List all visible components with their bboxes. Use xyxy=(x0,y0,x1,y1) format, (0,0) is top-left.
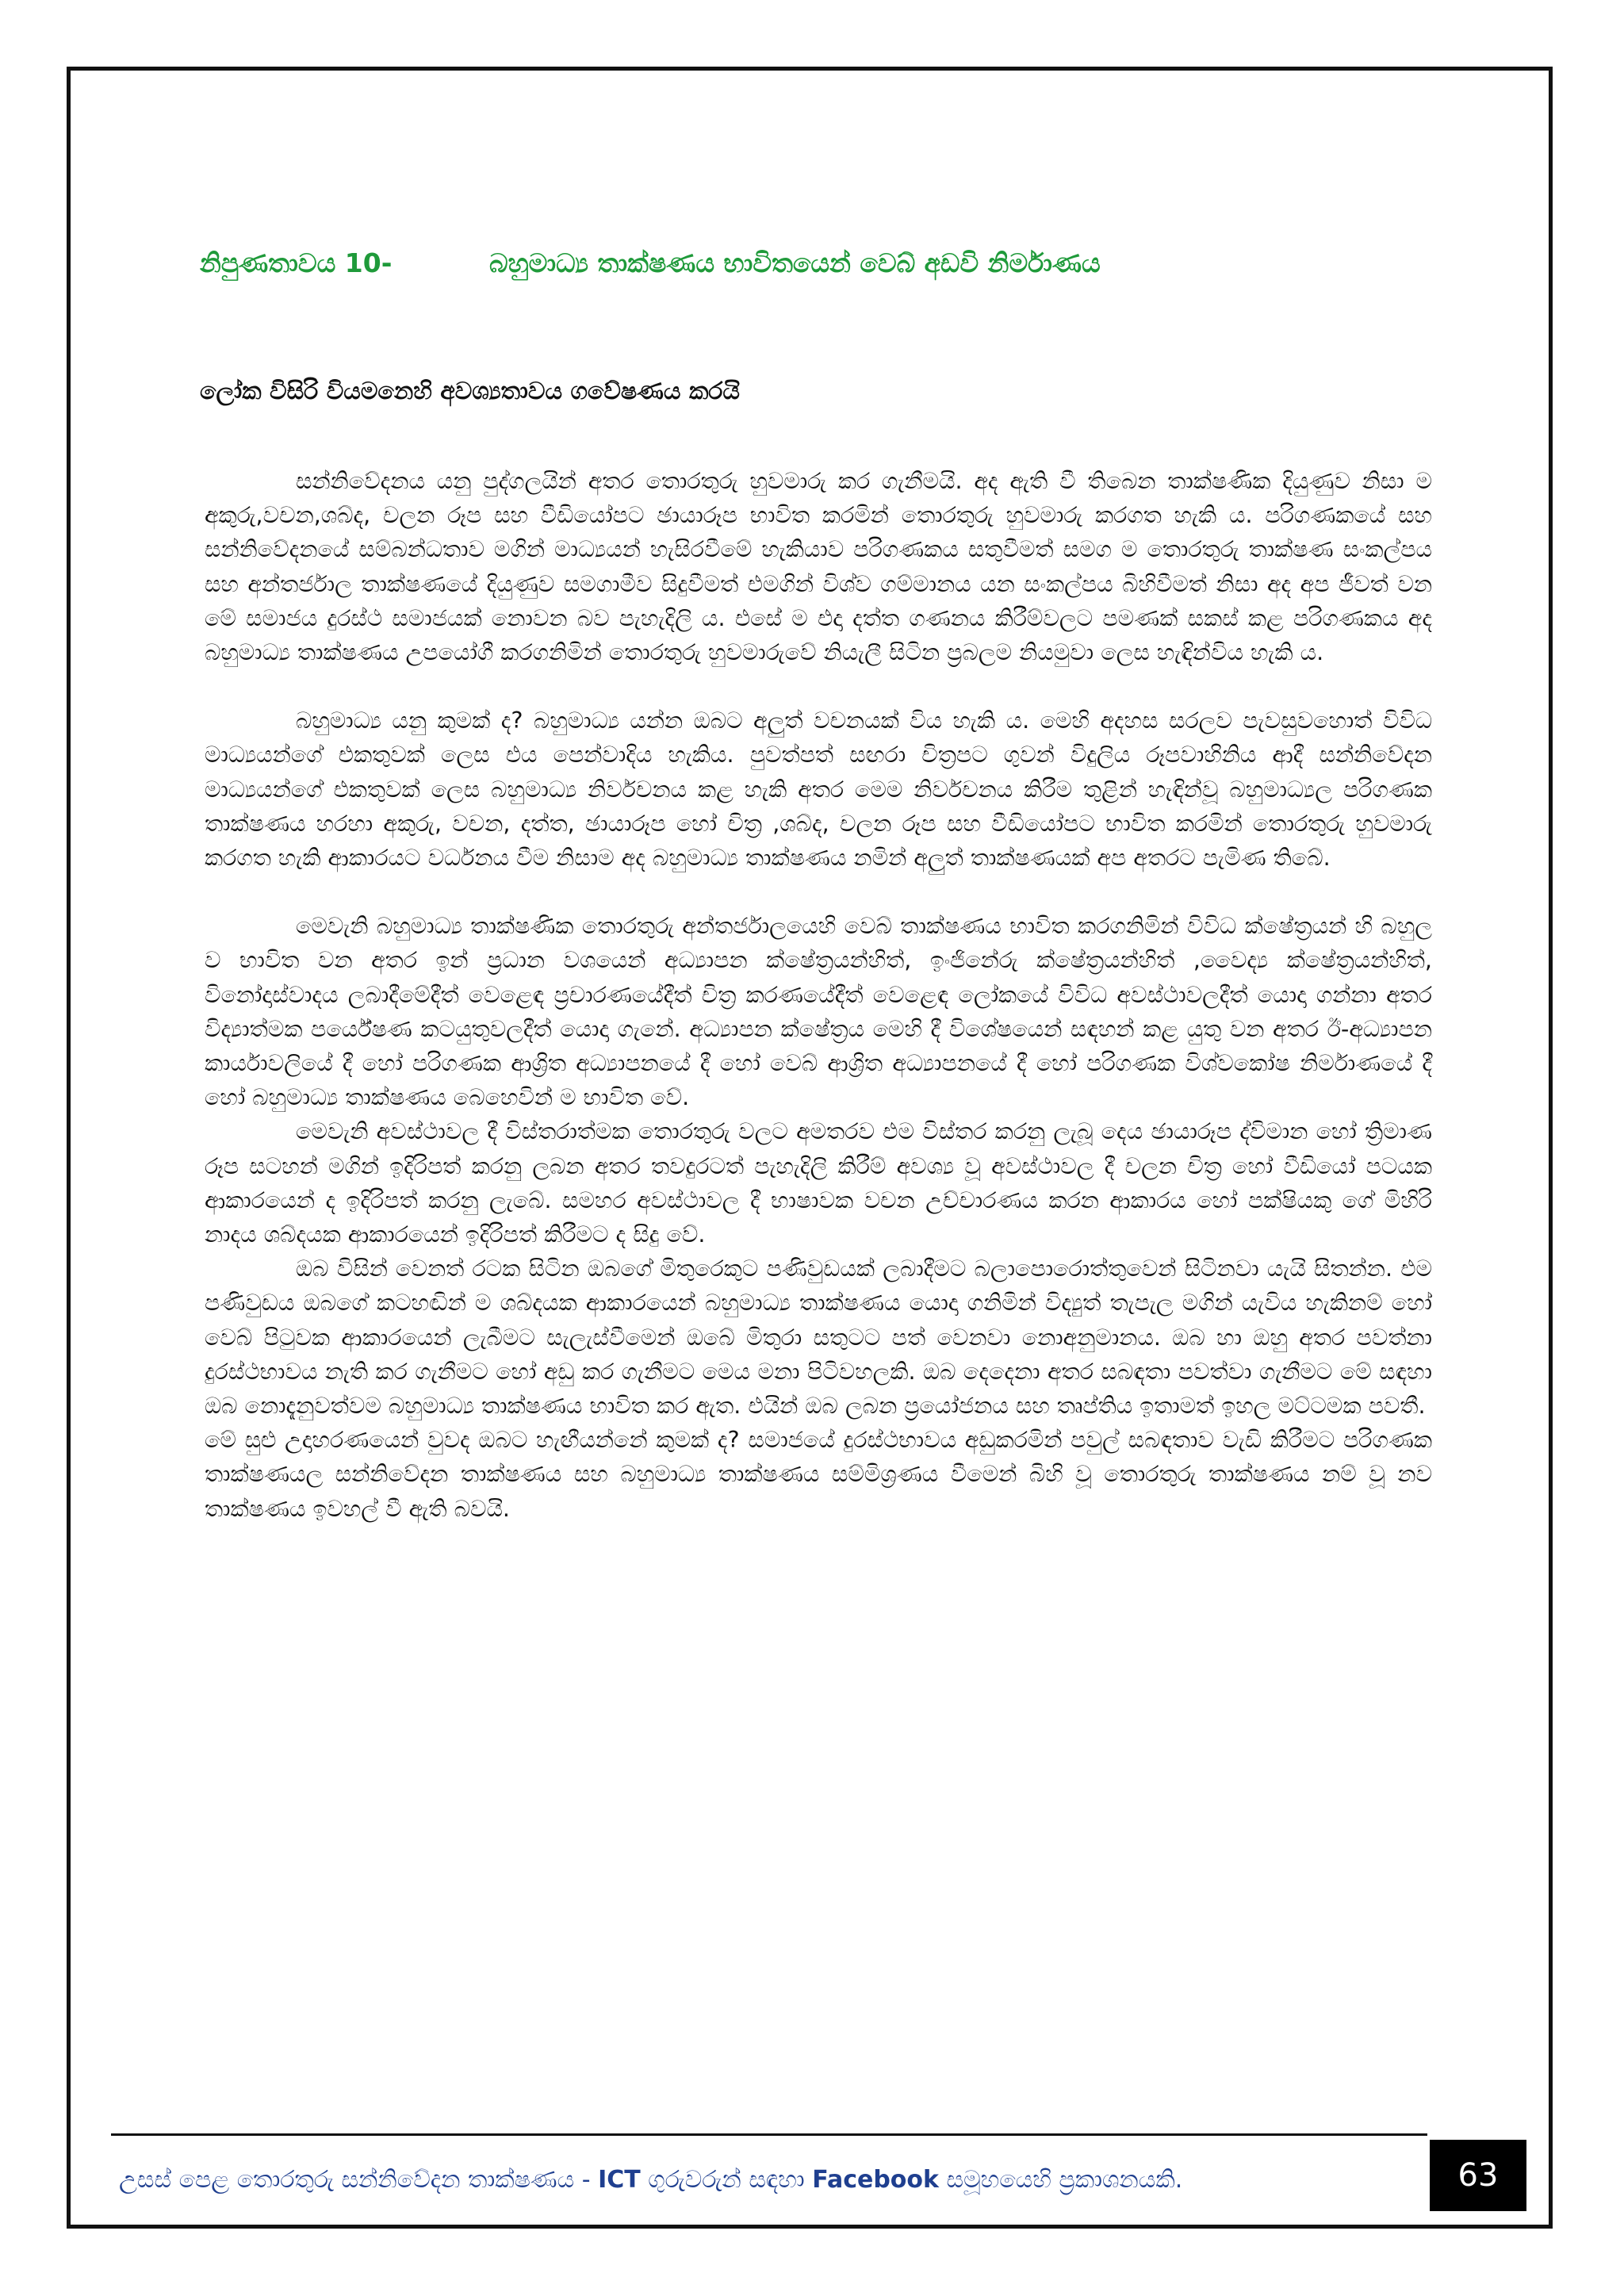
paragraph-what-is-multimedia: බහුමාධ්‍ය යනු කුමක් ද? බහුමාධ්‍ය යන්න ඔබට අලුත් වචනයක් විය හැකි ය. මෙහි අදහස සරලව පැවසුවහොත් විවිධ මාධ්‍යයන්ගේ එකතුවක් ලෙස එය පෙන්වාදිය හැකිය. පුවත්පත් සඟරා චිත්‍රපට ගුවන් විදුලිය රූපවාහිනිය ආදී සන්නිවේදන මාධ්‍යයන්ගේ එකතුවක් ලෙස බහුමාධ්‍ය නිර්වචනය කළ හැකි අතර මෙම නිර්වචනය කිරීම තුළින් හැඳින්වූ බහුමාධ්‍යල පරිගණක තාක්ෂණය හරහා අකුරු, වචන, දත්ත, ඡායාරූප හෝ චිත්‍ර ,ශබ්ද, චලන රූප සහ වීඩියෝපට භාවිත කරමින් තොරතුරු හුවමාරු කරගත හැකි ආකාරයට වර්ධනය වීම නිසාම අද බහුමාධ්‍ය තාක්ෂණය නමින් අලුත් තාක්ෂණයක් අප අතරට පැමිණ තිබේ. xyxy=(205,707,1432,872)
paragraph-presentation-forms: මෙවැනි අවස්ථාවල දී විස්තරාත්මක තොරතුරු වලට අමතරව එම විස්තර කරනු ලැබූ දෙය ඡායාරූප ද්විමාන හෝ ත්‍රිමාණ රූප සටහන් මගින් ඉදිරිපත් කරනු ලබන අතර තවදුරටත් පැහැදිලි කිරීම් අවශ්‍ය වූ අවස්ථාවල දී චලන චිත්‍ර හෝ වීඩියෝ පටයක ආකාරයෙන් ද ඉදිරිපත් කරනු ලැබේ. සමහර අවස්ථාවල දී භාෂාවක වචන උච්චාරණය කරන ආකාරය හෝ පක්ෂියකු ගේ මිහිරි නාදය ශබ්දයක ආකාරයෙන් ඉදිරිපත් කිරීමට ද සිදු වේ. xyxy=(205,1118,1432,1248)
footer-text-part3: සමූහයෙහි ප්‍රකාශනයකි. xyxy=(938,2166,1183,2194)
competency-title: බහුමාධ්‍ය තාක්ෂණය භාවිතයෙන් වෙබ් අඩවි නිර්මාණය xyxy=(489,247,1101,278)
body-text xyxy=(205,464,1432,1526)
paragraph-intro: සන්නිවේදනය යනු පුද්ගලයින් අතර තොරතුරු හුවමාරු කර ගැනීමයි. අද ඇති වී තිබෙන තාක්ෂණික දියුණුව නිසා ම අකුරු,වචන,ශබ්ද, චලන රූප සහ වීඩියෝපට ඡායාරූප භාවිත කරමින් තොරතුරු හුවමාරු කරගත හැකි ය. පරිගණකයේ සහ සන්නිවේදනයේ සම්බන්ධතාව මගින් මාධ්‍යයන් හැසිරවීමේ හැකියාව පරිගණකය සතුවීමත් සමග ම තොරතුරු තාක්ෂණ සංකල්පය සහ අන්තර්ජාල තාක්ෂණයේ දියුණුව සමගාමීව සිදුවීමත් එමගින් විශ්ව ගම්මානය යන සංකල්පය බිහිවීමත් නිසා අද අප ජීවත් වන මේ සමාජය දුරස්ථ සමාජයක් නොවන බව පැහැදිලි ය. එසේ ම එදා දත්ත ගණනය කිරීම්වලට පමණක් සකස් කළ පරිගණකය අද බහුමාධ්‍ය තාක්ෂණය උපයෝගී කරගනිමින් තොරතුරු හුවමාරුවේ නියැලී සිටින ප්‍රබලම නියමුවා ලෙස හැඳින්විය හැකි ය. xyxy=(205,468,1432,666)
paragraph-conclusion: මේ සුළු උදාහරණයෙන් වුවද ඔබට හැඟීයන්නේ කුමක් ද? සමාජයේ දුරස්ථභාවය අඩුකරමින් පවුල් සබඳතාව වැඩි කිරීමට පරිගණක තාක්ෂණයල සන්නිවේදන තාක්ෂණය සහ බහුමාධ්‍ය තාක්ෂණය සම්මිශ්‍රණය වීමෙන් බිහි වූ තොරතුරු තාක්ෂණය නම් වූ නව තාක්ෂණය ඉවහල් වී ඇති බවයි. xyxy=(205,1427,1432,1522)
paragraph-fields-of-use: මෙවැනි බහුමාධ්‍ය තාක්ෂණික තොරතුරු අන්තර්ජාලයෙහි වෙබ් තාක්ෂණය භාවිත කරගනිමින් විවිධ ක්ෂේත්‍රයන් හි බහුල ව භාවිත වන අතර ඉන් ප්‍රධාන වශයෙන් අධ්‍යාපන ක්ෂේත්‍රයන්හිත්, ඉංජිනේරු ක්ෂේත්‍රයන්හිත් ,වෛද්‍ය ක්ෂේත්‍රයන්හිත්, විනෝදාස්වාදය ලබාදීමේදීත් වෙළෙඳ ප්‍රචාරණයේදීත් චිත්‍ර කරණයේදීත් වෙළෙඳ ලෝකයේ විවිධ අවස්ථාවලදීත් යොදා ගන්නා අතර විද්‍යාත්මක පර්යේෂණ කටයුතුවලදීත් යොදා ගැනේ. අධ්‍යාපන ක්ෂේත්‍රය මෙහි දී විශේෂයෙන් සඳහන් කළ යුතු වන අතර ඊ-අධ්‍යාපන කාර්යාවලියේ දී හෝ පරිගණක ආශ්‍රිත අධ්‍යාපනයේ දී හෝ වෙබ් ආශ්‍රිත අධ්‍යාපනයේ දී හෝ පරිගණක විශ්වකෝෂ නිර්මාණයේ දී හෝ බහුමාධ්‍ය තාක්ෂණය බෙහෙවින් ම භාවිත වේ. xyxy=(205,913,1432,1111)
footer-text xyxy=(119,2160,1182,2200)
competency-label: නිපුණතාවය 10- xyxy=(200,247,393,278)
footer-text-part1: උසස් පෙළ තොරතුරු සන්නිවේදන තාක්ෂණය - xyxy=(119,2166,599,2194)
footer-rule xyxy=(111,2133,1427,2136)
page-number: 63 xyxy=(1430,2140,1526,2211)
section-title: ලෝක විසිරි වියමනෙහි අවශ්‍යතාවය ගවේෂණය කරයි xyxy=(200,378,740,405)
paragraph-friend-example: ඔබ විසින් වෙනත් රටක සිටින ඔබගේ මිතුරෙකුට පණිවුඩයක් ලබාදීමට බලාපොරොත්තුවෙන් සිටිනවා යැයි සිතන්න. එම පණිවුඩය ඔබගේ කටහඬින් ම ශබ්දයක ආකාරයෙන් බහුමාධ්‍ය තාක්ෂණය යොදා ගනිමින් විද්‍යුත් තැපැල මගින් යැවිය හැකිනම් හෝ වෙබ් පිටුවක ආකාරයෙන් ලැබීමට සැලැස්වීමෙන් ඔබේ මිතුරා සතුටට පත් වෙනවා නොඅනුමානය. ඔබ හා ඔහු අතර පවත්නා දුරස්ථභාවය නැති කර ගැනීමට හෝ අඩු කර ගැනීමට මෙය මනා පිටිවහලකි. ඔබ දෙදෙනා අතර සබඳතා පවත්වා ගැනීමට මේ සඳහා ඔබ නොදැනුවත්වම බහුමාධ්‍ය තාක්ෂණය භාවිත කර ඇත. එයින් ඔබ ලබන ප්‍රයෝජනය සහ තෘප්තිය ඉතාමත් ඉහල මට්ටමක පවතී. xyxy=(205,1255,1432,1420)
footer-text-facebook: Facebook xyxy=(812,2166,939,2194)
footer-text-ict: ICT xyxy=(598,2166,641,2194)
footer-text-part2: ගුරුවරුන් සඳහා xyxy=(640,2166,813,2194)
competency-heading xyxy=(200,243,1469,284)
